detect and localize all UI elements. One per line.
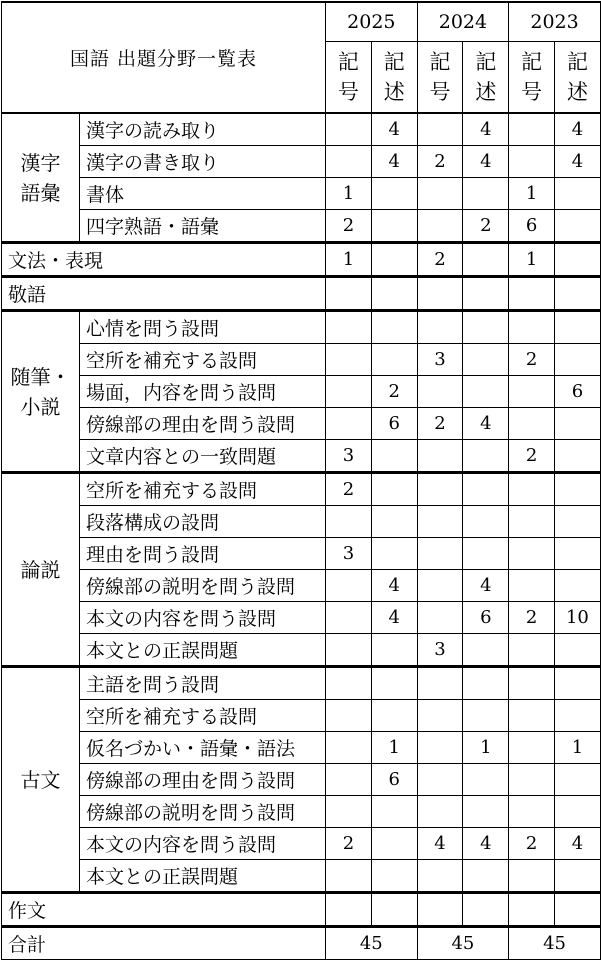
value-cell: 2 xyxy=(509,344,555,376)
category-label: 随筆・ 小説 xyxy=(2,311,80,473)
value-cell xyxy=(371,667,417,700)
value-cell xyxy=(463,440,509,473)
row-label: 主語を問う設問 xyxy=(80,667,326,700)
value-cell xyxy=(509,408,555,440)
row-label: 仮名づかい・語彙・語法 xyxy=(80,732,326,764)
table-row xyxy=(2,311,601,344)
table-row xyxy=(2,796,601,828)
value-cell xyxy=(371,538,417,570)
value-cell xyxy=(371,210,417,243)
value-cell xyxy=(417,311,463,344)
value-cell: 6 xyxy=(371,764,417,796)
value-cell xyxy=(371,860,417,893)
value-cell xyxy=(555,860,601,893)
row-label: 空所を補充する設問 xyxy=(80,700,326,732)
value-cell xyxy=(326,408,372,440)
value-cell xyxy=(509,732,555,764)
value-cell: 2 xyxy=(509,440,555,473)
table-row xyxy=(2,602,601,634)
value-cell xyxy=(417,764,463,796)
table-row xyxy=(2,506,601,538)
total-value: 45 xyxy=(417,927,509,960)
value-cell: 2 xyxy=(417,243,463,277)
value-cell xyxy=(463,860,509,893)
value-cell xyxy=(509,570,555,602)
value-cell: 4 xyxy=(371,602,417,634)
value-cell xyxy=(555,538,601,570)
value-cell: 2 xyxy=(371,376,417,408)
total-row xyxy=(2,927,601,960)
value-cell: 3 xyxy=(326,538,372,570)
table-row xyxy=(2,828,601,860)
value-cell: 4 xyxy=(463,828,509,860)
value-cell xyxy=(463,893,509,927)
value-cell: 1 xyxy=(326,178,372,210)
value-cell xyxy=(509,667,555,700)
value-cell: 1 xyxy=(509,178,555,210)
value-cell xyxy=(509,634,555,667)
value-cell xyxy=(463,764,509,796)
table-row xyxy=(2,408,601,440)
total-label: 合計 xyxy=(2,927,326,960)
value-cell: 4 xyxy=(371,113,417,146)
category-label: 古文 xyxy=(2,667,80,893)
value-cell xyxy=(417,796,463,828)
value-cell xyxy=(326,634,372,667)
row-label: 本文の内容を問う設問 xyxy=(80,602,326,634)
table-row xyxy=(2,376,601,408)
value-cell xyxy=(417,732,463,764)
value-cell xyxy=(555,764,601,796)
table-row xyxy=(2,860,601,893)
kijutsu-header: 記 述 xyxy=(463,42,509,114)
value-cell xyxy=(509,764,555,796)
kijutsu-header: 記 述 xyxy=(555,42,601,114)
table-row xyxy=(2,178,601,210)
table-row xyxy=(2,700,601,732)
value-cell xyxy=(371,634,417,667)
value-cell xyxy=(417,602,463,634)
value-cell: 2 xyxy=(417,408,463,440)
value-cell xyxy=(326,732,372,764)
kigou-header: 記 号 xyxy=(326,42,372,114)
value-cell xyxy=(555,893,601,927)
table-row xyxy=(2,570,601,602)
value-cell xyxy=(417,210,463,243)
row-label: 傍線部の説明を問う設問 xyxy=(80,570,326,602)
value-cell xyxy=(417,860,463,893)
value-cell xyxy=(463,796,509,828)
value-cell xyxy=(509,376,555,408)
value-cell xyxy=(326,506,372,538)
year-header-2023: 2023 xyxy=(509,2,601,42)
value-cell xyxy=(463,277,509,311)
table-row xyxy=(2,113,601,146)
row-label: 空所を補充する設問 xyxy=(80,344,326,376)
value-cell xyxy=(417,113,463,146)
row-label: 傍線部の説明を問う設問 xyxy=(80,796,326,828)
year-header-2025: 2025 xyxy=(326,2,418,42)
value-cell xyxy=(555,344,601,376)
value-cell xyxy=(371,473,417,506)
value-cell xyxy=(509,113,555,146)
value-cell xyxy=(463,243,509,277)
value-cell xyxy=(509,700,555,732)
value-cell xyxy=(555,473,601,506)
value-cell: 4 xyxy=(555,828,601,860)
value-cell xyxy=(555,210,601,243)
row-label: 敬語 xyxy=(2,277,326,311)
value-cell: 6 xyxy=(371,408,417,440)
value-cell: 2 xyxy=(326,473,372,506)
value-cell xyxy=(417,506,463,538)
value-cell: 3 xyxy=(417,344,463,376)
value-cell xyxy=(555,311,601,344)
value-cell xyxy=(463,311,509,344)
row-label: 四字熟語・語彙 xyxy=(80,210,326,243)
value-cell: 4 xyxy=(463,113,509,146)
value-cell xyxy=(555,243,601,277)
table-body xyxy=(2,113,601,960)
value-cell xyxy=(417,538,463,570)
value-cell: 1 xyxy=(555,732,601,764)
value-cell xyxy=(417,473,463,506)
value-cell: 2 xyxy=(417,146,463,178)
row-label: 漢字の書き取り xyxy=(80,146,326,178)
value-cell xyxy=(417,700,463,732)
value-cell xyxy=(509,473,555,506)
total-value: 45 xyxy=(326,927,418,960)
value-cell xyxy=(463,700,509,732)
value-cell: 4 xyxy=(463,146,509,178)
row-label: 心情を問う設問 xyxy=(80,311,326,344)
value-cell: 6 xyxy=(463,602,509,634)
value-cell: 4 xyxy=(371,146,417,178)
value-cell: 4 xyxy=(371,570,417,602)
value-cell xyxy=(371,893,417,927)
table-row xyxy=(2,146,601,178)
value-cell: 4 xyxy=(463,570,509,602)
value-cell xyxy=(326,764,372,796)
table-row xyxy=(2,440,601,473)
value-cell xyxy=(463,667,509,700)
value-cell: 4 xyxy=(555,113,601,146)
table-row xyxy=(2,667,601,700)
value-cell xyxy=(371,311,417,344)
value-cell xyxy=(509,146,555,178)
value-cell xyxy=(509,796,555,828)
table-row xyxy=(2,893,601,927)
row-label: 作文 xyxy=(2,893,326,927)
value-cell xyxy=(417,376,463,408)
value-cell xyxy=(463,344,509,376)
value-cell: 3 xyxy=(326,440,372,473)
table-row xyxy=(2,764,601,796)
row-label: 本文との正誤問題 xyxy=(80,634,326,667)
value-cell xyxy=(555,440,601,473)
table-title: 国語 出題分野一覧表 xyxy=(2,2,326,113)
table-row xyxy=(2,732,601,764)
table-row xyxy=(2,243,601,277)
value-cell: 10 xyxy=(555,602,601,634)
value-cell xyxy=(326,570,372,602)
row-label: 文章内容との一致問題 xyxy=(80,440,326,473)
value-cell: 1 xyxy=(371,732,417,764)
value-cell xyxy=(326,146,372,178)
category-label: 漢字 語彙 xyxy=(2,113,80,243)
value-cell xyxy=(371,506,417,538)
value-cell: 6 xyxy=(509,210,555,243)
row-label: 書体 xyxy=(80,178,326,210)
row-label: 本文との正誤問題 xyxy=(80,860,326,893)
kigou-header: 記 号 xyxy=(417,42,463,114)
value-cell xyxy=(463,634,509,667)
table-row xyxy=(2,210,601,243)
kigou-header: 記 号 xyxy=(509,42,555,114)
value-cell xyxy=(463,178,509,210)
row-label: 傍線部の理由を問う設問 xyxy=(80,764,326,796)
value-cell xyxy=(463,376,509,408)
value-cell xyxy=(555,634,601,667)
table-row xyxy=(2,538,601,570)
value-cell: 4 xyxy=(463,408,509,440)
value-cell xyxy=(509,860,555,893)
value-cell: 1 xyxy=(509,243,555,277)
row-label: 空所を補充する設問 xyxy=(80,473,326,506)
value-cell xyxy=(326,700,372,732)
value-cell xyxy=(417,277,463,311)
value-cell xyxy=(509,538,555,570)
value-cell xyxy=(326,113,372,146)
table-row xyxy=(2,473,601,506)
row-label: 段落構成の設問 xyxy=(80,506,326,538)
value-cell: 4 xyxy=(417,828,463,860)
kijutsu-header: 記 述 xyxy=(371,42,417,114)
value-cell xyxy=(326,344,372,376)
total-value: 45 xyxy=(509,927,601,960)
value-cell: 2 xyxy=(509,828,555,860)
value-cell: 6 xyxy=(555,376,601,408)
value-cell xyxy=(555,796,601,828)
value-cell xyxy=(326,602,372,634)
value-cell xyxy=(417,893,463,927)
value-cell: 4 xyxy=(555,146,601,178)
value-cell xyxy=(509,277,555,311)
value-cell xyxy=(326,376,372,408)
value-cell: 3 xyxy=(417,634,463,667)
value-cell xyxy=(326,311,372,344)
value-cell xyxy=(326,893,372,927)
value-cell xyxy=(417,178,463,210)
value-cell: 2 xyxy=(463,210,509,243)
value-cell: 2 xyxy=(326,210,372,243)
value-cell xyxy=(417,667,463,700)
value-cell xyxy=(509,311,555,344)
value-cell xyxy=(371,243,417,277)
value-cell xyxy=(509,506,555,538)
value-cell: 1 xyxy=(463,732,509,764)
category-label: 論説 xyxy=(2,473,80,667)
value-cell xyxy=(371,277,417,311)
value-cell xyxy=(555,408,601,440)
row-label: 本文の内容を問う設問 xyxy=(80,828,326,860)
value-cell xyxy=(509,893,555,927)
value-cell xyxy=(371,828,417,860)
value-cell xyxy=(555,277,601,311)
row-label: 傍線部の理由を問う設問 xyxy=(80,408,326,440)
value-cell xyxy=(326,860,372,893)
value-cell xyxy=(555,506,601,538)
value-cell xyxy=(371,700,417,732)
year-header-2024: 2024 xyxy=(417,2,509,42)
row-label: 場面，内容を問う設問 xyxy=(80,376,326,408)
table-row xyxy=(2,344,601,376)
value-cell xyxy=(417,440,463,473)
table-row xyxy=(2,634,601,667)
value-cell xyxy=(417,570,463,602)
value-cell xyxy=(371,440,417,473)
value-cell xyxy=(371,344,417,376)
value-cell xyxy=(463,473,509,506)
exam-topic-table xyxy=(1,1,601,960)
value-cell: 2 xyxy=(509,602,555,634)
value-cell xyxy=(326,796,372,828)
value-cell xyxy=(555,667,601,700)
value-cell xyxy=(555,570,601,602)
row-label: 文法・表現 xyxy=(2,243,326,277)
value-cell xyxy=(371,178,417,210)
table-row xyxy=(2,277,601,311)
value-cell xyxy=(326,277,372,311)
value-cell xyxy=(463,538,509,570)
value-cell xyxy=(463,506,509,538)
row-label: 漢字の読み取り xyxy=(80,113,326,146)
value-cell xyxy=(555,178,601,210)
value-cell xyxy=(371,796,417,828)
value-cell: 1 xyxy=(326,243,372,277)
row-label: 理由を問う設問 xyxy=(80,538,326,570)
value-cell xyxy=(555,700,601,732)
value-cell xyxy=(326,667,372,700)
value-cell: 2 xyxy=(326,828,372,860)
